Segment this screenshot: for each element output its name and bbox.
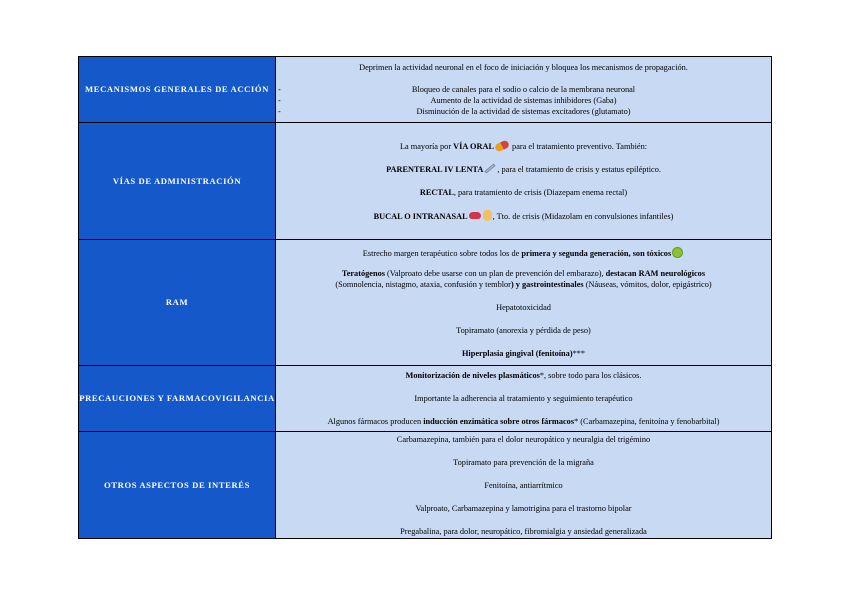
route-parenteral: PARENTERAL IV LENTA , para el tratamiento de crisis y estatus epiléptico. — [386, 164, 661, 174]
syringe-icon — [485, 163, 496, 173]
precaution-adherence: Importante la adherencia al tratamiento y seguimiento terapéutico — [414, 394, 633, 403]
route-oral: La mayoría por VÍA ORAL para el tratamiento preventivo. También: — [276, 141, 771, 152]
other-item: Carbamazepina, también para el dolor neuropático y neuralgia del trigémino — [396, 434, 651, 444]
sick-face-icon — [672, 247, 683, 258]
mechanism-item: - Disminución de la actividad de sistemas excitadores (glutamato) — [278, 107, 631, 116]
row-header-other: OTROS ASPECTOS DE INTERÉS — [79, 432, 276, 539]
lips-icon — [469, 212, 481, 219]
ram-gingival: Hiperplasia gingival (fenitoína)*** — [461, 348, 586, 358]
row-header-ram: RAM — [79, 240, 276, 366]
table-row-routes — [79, 123, 772, 240]
mechanism-item: - Bloqueo de canales para el sodio o calcio de la membrana neuronal — [278, 85, 636, 94]
route-bucal: BUCAL O INTRANASAL , Tto. de crisis (Midazolam en convulsiones infantiles) — [373, 211, 674, 221]
table-row-mechanisms — [79, 57, 772, 123]
other-item: Pregabalina, para dolor, neuropático, fibromialgia y ansiedad generalizada — [400, 526, 647, 536]
row-body-routes — [276, 123, 772, 240]
row-body-other — [276, 432, 772, 539]
other-item: Fenitoína, antiarrítmico — [484, 480, 563, 490]
row-header-routes: VÍAS DE ADMINISTRACIÓN — [79, 123, 276, 240]
row-body-ram — [276, 240, 772, 366]
ram-topiramate: Topiramato (anorexia y pérdida de peso) — [456, 325, 591, 335]
table-row-ram — [79, 240, 772, 366]
ram-hepatotoxicity: Hepatotoxicidad — [496, 302, 551, 312]
route-rectal: RECTAL, para tratamiento de crisis (Diazepam enema rectal) — [419, 187, 628, 197]
row-body-precautions — [276, 366, 772, 432]
table-row-other — [79, 432, 772, 539]
ram-teratogens: Teratógenos (Valproato debe usarse con un plan de prevención del embarazo), destacan RAM neurológicos — [341, 268, 706, 278]
ram-margin: Estrecho margen terapéutico sobre todos los de primera y segunda generación, son tóxicos — [276, 247, 771, 259]
table-row-precautions — [79, 366, 772, 432]
row-body-mechanisms — [276, 57, 772, 123]
mechanisms-intro: Deprimen la actividad neuronal en el foco de iniciación y bloquea los mecanismos de propagación. — [359, 63, 688, 72]
mechanism-item: - Aumento de la actividad de sistemas inhibidores (Gaba) — [278, 96, 617, 105]
precaution-monitoring: Monitorización de niveles plasmáticos*, sobre todo para los clásicos. — [405, 371, 642, 380]
row-header-precautions: PRECAUCIONES Y FARMACOVIGILANCIA — [79, 366, 276, 432]
other-item: Valproato, Carbamazepina y lamotrigina para el trastorno bipolar — [415, 503, 632, 513]
other-item: Topiramato para prevención de la migraña — [453, 457, 594, 467]
nose-icon — [483, 210, 492, 221]
pill-icon — [494, 139, 510, 152]
ram-neuro-gastro: (Somnolencia, nistagmo, ataxia, confusión y temblor) y gastrointestinales (Náuseas, vómitos, dolor, epigástrico) — [335, 279, 712, 289]
precaution-induction: Algunos fármacos producen inducción enzimática sobre otros fármacos* (Carbamazepina, fenitoína y fenobarbital) — [327, 417, 720, 426]
row-header-mechanisms: MECANISMOS GENERALES DE ACCIÓN — [79, 57, 276, 123]
summary-table — [78, 56, 772, 539]
